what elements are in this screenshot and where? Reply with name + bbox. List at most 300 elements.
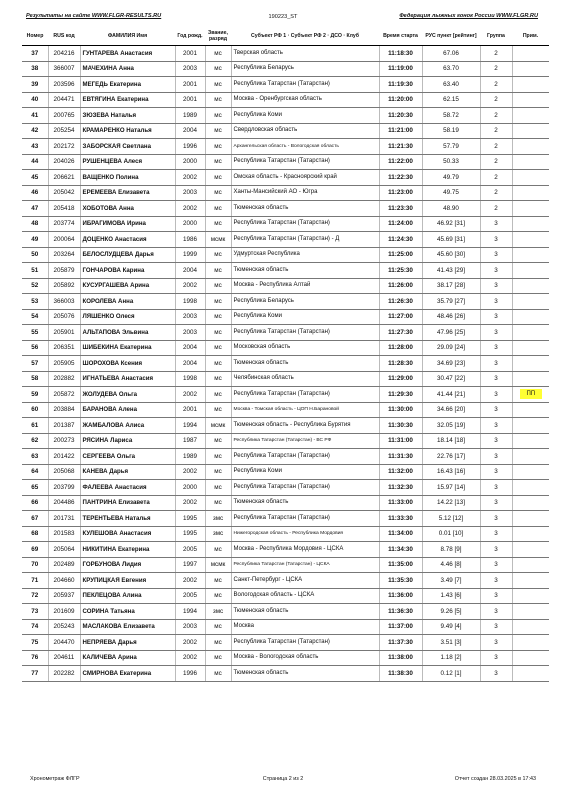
cell-number: 53 (22, 294, 48, 310)
cell-points: 0.01 [10] (422, 526, 480, 542)
cell-rus-code: 205872 (48, 387, 80, 403)
cell-rus-code: 205892 (48, 278, 80, 294)
cell-group: 3 (480, 573, 512, 589)
cell-points: 48.46 [26] (422, 309, 480, 325)
cell-start-time: 11:25:00 (379, 247, 422, 263)
cell-start-time: 11:27:30 (379, 325, 422, 341)
cell-number: 61 (22, 418, 48, 434)
cell-rus-code: 205879 (48, 263, 80, 279)
footer-page-number: Страница 2 из 2 (262, 776, 304, 782)
col-header-start-time: Время старта (379, 26, 422, 46)
cell-start-time: 11:28:30 (379, 356, 422, 372)
cell-birth-year: 2001 (175, 402, 205, 418)
cell-group: 3 (480, 511, 512, 527)
cell-rank: мс (205, 464, 231, 480)
cell-athlete-name: ЗАБОРСКАЯ Светлана (80, 139, 175, 155)
cell-rank: мсмк (205, 557, 231, 573)
table-row (22, 542, 549, 558)
cell-points: 15.97 [14] (422, 480, 480, 496)
cell-start-time: 11:22:30 (379, 170, 422, 186)
cell-region: Республика Татарстан (Татарстан) (231, 480, 379, 496)
cell-rus-code: 201609 (48, 604, 80, 620)
col-header-group: Группа (480, 26, 512, 46)
cell-note (512, 495, 549, 511)
cell-athlete-name: ГОНЧАРОВА Карина (80, 263, 175, 279)
cell-athlete-name: ХОБОТОВА Анна (80, 201, 175, 217)
cell-start-time: 11:37:30 (379, 635, 422, 651)
cell-note (512, 309, 549, 325)
cell-group: 3 (480, 635, 512, 651)
cell-points: 3.51 [3] (422, 635, 480, 651)
cell-rank: мс (205, 92, 231, 108)
cell-note (512, 635, 549, 651)
table-row (22, 666, 549, 682)
cell-birth-year: 2002 (175, 201, 205, 217)
cell-athlete-name: ГОРБУНОВА Лидия (80, 557, 175, 573)
cell-rus-code: 366007 (48, 61, 80, 77)
cell-birth-year: 2003 (175, 185, 205, 201)
cell-birth-year: 1994 (175, 604, 205, 620)
start-list-table (22, 26, 549, 682)
cell-birth-year: 2002 (175, 387, 205, 403)
cell-number: 40 (22, 92, 48, 108)
cell-athlete-name: ИГНАТЬЕВА Анастасия (80, 371, 175, 387)
cell-group: 2 (480, 154, 512, 170)
cell-birth-year: 2004 (175, 263, 205, 279)
table-row (22, 526, 549, 542)
cell-rank: мс (205, 77, 231, 93)
cell-rank: мс (205, 46, 231, 62)
cell-points: 30.47 [22] (422, 371, 480, 387)
cell-rus-code: 204026 (48, 154, 80, 170)
cell-rank: мс (205, 247, 231, 263)
cell-rus-code: 366003 (48, 294, 80, 310)
cell-number: 56 (22, 340, 48, 356)
cell-group: 3 (480, 619, 512, 635)
cell-birth-year: 1994 (175, 418, 205, 434)
cell-rank: мс (205, 263, 231, 279)
cell-birth-year: 2002 (175, 573, 205, 589)
cell-points: 35.79 [27] (422, 294, 480, 310)
cell-points: 3.49 [7] (422, 573, 480, 589)
cell-note (512, 46, 549, 62)
cell-number: 76 (22, 650, 48, 666)
cell-start-time: 11:34:30 (379, 542, 422, 558)
table-row (22, 573, 549, 589)
cell-rus-code: 203799 (48, 480, 80, 496)
cell-athlete-name: НЕПРЯЕВА Дарья (80, 635, 175, 651)
cell-group: 3 (480, 309, 512, 325)
cell-group: 3 (480, 418, 512, 434)
cell-note (512, 123, 549, 139)
cell-number: 72 (22, 588, 48, 604)
cell-athlete-name: КРАМАРЕНКО Наталья (80, 123, 175, 139)
cell-region: Тюменская область (231, 201, 379, 217)
cell-region: Нижегородская область - Республика Мордовия (231, 526, 379, 542)
cell-athlete-name: СМИРНОВА Екатерина (80, 666, 175, 682)
table-row (22, 247, 549, 263)
cell-group: 3 (480, 604, 512, 620)
cell-group: 2 (480, 139, 512, 155)
cell-note (512, 433, 549, 449)
event-code: 190223_ST (268, 14, 298, 20)
cell-number: 70 (22, 557, 48, 573)
cell-rus-code: 201422 (48, 449, 80, 465)
cell-athlete-name: ЖОЛУДЕВА Ольга (80, 387, 175, 403)
cell-athlete-name: ШИБЕКИНА Екатерина (80, 340, 175, 356)
cell-start-time: 11:20:00 (379, 92, 422, 108)
cell-rus-code: 205254 (48, 123, 80, 139)
cell-start-time: 11:24:30 (379, 232, 422, 248)
cell-group: 3 (480, 387, 512, 403)
cell-group: 3 (480, 325, 512, 341)
cell-points: 4.46 [8] (422, 557, 480, 573)
cell-rus-code: 202172 (48, 139, 80, 155)
cell-athlete-name: ЕВТЯГИНА Екатерина (80, 92, 175, 108)
cell-number: 46 (22, 185, 48, 201)
table-row (22, 588, 549, 604)
table-row (22, 201, 549, 217)
cell-birth-year: 2005 (175, 588, 205, 604)
cell-athlete-name: КОРОЛЕВА Анна (80, 294, 175, 310)
cell-athlete-name: АЛЬТАПОВА Эльвина (80, 325, 175, 341)
cell-athlete-name: СЕРГЕЕВА Ольга (80, 449, 175, 465)
cell-region: Свердловская область (231, 123, 379, 139)
cell-region: Омская область - Красноярский край (231, 170, 379, 186)
cell-rank: мс (205, 371, 231, 387)
cell-number: 71 (22, 573, 48, 589)
cell-note (512, 108, 549, 124)
cell-athlete-name: ЛЯШЕНКО Олеся (80, 309, 175, 325)
cell-region: Московская область (231, 340, 379, 356)
cell-points: 29.09 [24] (422, 340, 480, 356)
cell-start-time: 11:26:30 (379, 294, 422, 310)
cell-region: Санкт-Петербург - ЦСКА (231, 573, 379, 589)
col-header-note: Прим. (512, 26, 549, 46)
cell-region: Республика Беларусь (231, 61, 379, 77)
cell-note (512, 542, 549, 558)
cell-rank: мс (205, 433, 231, 449)
table-row (22, 154, 549, 170)
col-header-birth-year: Год рожд. (175, 26, 205, 46)
cell-birth-year: 2004 (175, 356, 205, 372)
cell-note (512, 464, 549, 480)
cell-points: 62.15 (422, 92, 480, 108)
note-badge: ПП (520, 389, 542, 399)
cell-points: 50.33 (422, 154, 480, 170)
cell-points: 41.44 [21] (422, 387, 480, 403)
cell-start-time: 11:35:00 (379, 557, 422, 573)
footer-timing: Хронометраж ФЛГР (30, 776, 80, 782)
cell-birth-year: 1996 (175, 666, 205, 682)
cell-start-time: 11:32:30 (379, 480, 422, 496)
cell-note (512, 387, 549, 403)
cell-points: 1.18 [2] (422, 650, 480, 666)
cell-number: 77 (22, 666, 48, 682)
cell-points: 48.90 (422, 201, 480, 217)
cell-birth-year: 2002 (175, 635, 205, 651)
cell-rank: змс (205, 511, 231, 527)
cell-note (512, 263, 549, 279)
cell-group: 2 (480, 92, 512, 108)
cell-group: 3 (480, 402, 512, 418)
cell-region: Архангельская область - Вологодская область (231, 139, 379, 155)
cell-group: 2 (480, 201, 512, 217)
cell-rus-code: 205243 (48, 619, 80, 635)
cell-start-time: 11:37:00 (379, 619, 422, 635)
cell-rank: мс (205, 309, 231, 325)
cell-note (512, 232, 549, 248)
cell-rank: мс (205, 480, 231, 496)
cell-region: Республика Татарстан (Татарстан) (231, 154, 379, 170)
cell-group: 3 (480, 526, 512, 542)
federation-site-link[interactable]: Федерация лыжных гонок России WWW.FLGR.RU (399, 13, 538, 19)
cell-birth-year: 2001 (175, 77, 205, 93)
cell-start-time: 11:36:30 (379, 604, 422, 620)
cell-rus-code: 205905 (48, 356, 80, 372)
table-row (22, 232, 549, 248)
cell-rus-code: 201731 (48, 511, 80, 527)
cell-start-time: 11:21:00 (379, 123, 422, 139)
cell-note (512, 418, 549, 434)
table-row (22, 371, 549, 387)
cell-number: 37 (22, 46, 48, 62)
cell-rus-code: 205937 (48, 588, 80, 604)
cell-athlete-name: КУСУРГАШЕВА Арина (80, 278, 175, 294)
cell-points: 63.70 (422, 61, 480, 77)
cell-points: 49.79 (422, 170, 480, 186)
cell-number: 38 (22, 61, 48, 77)
cell-athlete-name: КРУПИЦКАЯ Евгения (80, 573, 175, 589)
cell-start-time: 11:27:00 (379, 309, 422, 325)
cell-rus-code: 205901 (48, 325, 80, 341)
cell-birth-year: 1987 (175, 433, 205, 449)
cell-number: 62 (22, 433, 48, 449)
cell-athlete-name: ЕРЕМЕЕВА Елизавета (80, 185, 175, 201)
cell-start-time: 11:29:00 (379, 371, 422, 387)
cell-number: 49 (22, 232, 48, 248)
cell-note (512, 216, 549, 232)
cell-note (512, 325, 549, 341)
cell-group: 3 (480, 650, 512, 666)
cell-rus-code: 204611 (48, 650, 80, 666)
cell-note (512, 604, 549, 620)
cell-birth-year: 2003 (175, 309, 205, 325)
table-row (22, 123, 549, 139)
cell-start-time: 11:33:30 (379, 511, 422, 527)
table-header-row (22, 26, 549, 46)
cell-rank: мс (205, 154, 231, 170)
cell-region: Ханты-Мансийский АО - Югра (231, 185, 379, 201)
cell-note (512, 77, 549, 93)
cell-number: 64 (22, 464, 48, 480)
table-row (22, 402, 549, 418)
cell-region: Республика Татарстан (Татарстан) (231, 511, 379, 527)
cell-start-time: 11:21:30 (379, 139, 422, 155)
cell-birth-year: 2001 (175, 46, 205, 62)
cell-athlete-name: МЕГЕДЬ Екатерина (80, 77, 175, 93)
cell-number: 60 (22, 402, 48, 418)
cell-region: Республика Коми (231, 108, 379, 124)
col-header-rank: Звание, разряд (205, 26, 231, 46)
cell-region: Москва - Вологодская область (231, 650, 379, 666)
cell-note (512, 573, 549, 589)
cell-rank: мс (205, 588, 231, 604)
cell-birth-year: 2005 (175, 542, 205, 558)
table-row (22, 619, 549, 635)
cell-rank: мс (205, 325, 231, 341)
cell-rus-code: 200765 (48, 108, 80, 124)
cell-athlete-name: СОРИНА Татьяна (80, 604, 175, 620)
cell-athlete-name: КУЛЕШОВА Анастасия (80, 526, 175, 542)
cell-group: 3 (480, 557, 512, 573)
cell-start-time: 11:23:30 (379, 201, 422, 217)
cell-points: 32.05 [19] (422, 418, 480, 434)
cell-number: 52 (22, 278, 48, 294)
cell-rank: мс (205, 185, 231, 201)
cell-rank: мс (205, 201, 231, 217)
cell-group: 3 (480, 449, 512, 465)
cell-rank: мс (205, 294, 231, 310)
cell-athlete-name: ФАЛЕЕВА Анастасия (80, 480, 175, 496)
table-row (22, 216, 549, 232)
cell-rus-code: 203774 (48, 216, 80, 232)
cell-group: 3 (480, 495, 512, 511)
cell-note (512, 650, 549, 666)
cell-group: 3 (480, 371, 512, 387)
table-row (22, 495, 549, 511)
results-site-link[interactable]: Результаты на сайте WWW.FLGR-RESULTS.RU (26, 13, 162, 19)
table-row (22, 480, 549, 496)
cell-rank: мс (205, 61, 231, 77)
cell-region: Республика Татарстан (Татарстан) (231, 216, 379, 232)
cell-group: 2 (480, 61, 512, 77)
cell-number: 45 (22, 170, 48, 186)
cell-region: Республика Беларусь (231, 294, 379, 310)
cell-note (512, 92, 549, 108)
cell-note (512, 666, 549, 682)
cell-number: 48 (22, 216, 48, 232)
cell-points: 67.06 (422, 46, 480, 62)
cell-points: 47.96 [25] (422, 325, 480, 341)
cell-rus-code: 202282 (48, 666, 80, 682)
cell-start-time: 11:30:00 (379, 402, 422, 418)
cell-birth-year: 2002 (175, 495, 205, 511)
table-row (22, 464, 549, 480)
cell-rank: мсмк (205, 232, 231, 248)
cell-note (512, 588, 549, 604)
col-header-number: Номер (22, 26, 48, 46)
cell-number: 75 (22, 635, 48, 651)
table-row (22, 170, 549, 186)
col-header-region: Субъект РФ 1 · Субъект РФ 2 · ДСО · Клуб (231, 26, 379, 46)
cell-athlete-name: ЖАМБАЛОВА Алиса (80, 418, 175, 434)
table-row (22, 557, 549, 573)
cell-number: 66 (22, 495, 48, 511)
cell-number: 68 (22, 526, 48, 542)
cell-start-time: 11:28:00 (379, 340, 422, 356)
cell-number: 74 (22, 619, 48, 635)
cell-start-time: 11:18:30 (379, 46, 422, 62)
cell-region: Республика Татарстан (Татарстан) - ВС РФ (231, 433, 379, 449)
cell-region: Москва - Республика Мордовия - ЦСКА (231, 542, 379, 558)
cell-number: 51 (22, 263, 48, 279)
cell-points: 18.14 [18] (422, 433, 480, 449)
cell-rus-code: 206351 (48, 340, 80, 356)
cell-athlete-name: ШОРОХОВА Ксения (80, 356, 175, 372)
cell-number: 54 (22, 309, 48, 325)
cell-region: Тюменская область (231, 604, 379, 620)
cell-rank: мс (205, 216, 231, 232)
col-header-name: ФАМИЛИЯ Имя (80, 26, 175, 46)
col-header-rus-code: RUS код (48, 26, 80, 46)
cell-athlete-name: КАЛИЧЕВА Арина (80, 650, 175, 666)
cell-points: 9.26 [5] (422, 604, 480, 620)
cell-rus-code: 205064 (48, 542, 80, 558)
cell-note (512, 154, 549, 170)
cell-start-time: 11:38:00 (379, 650, 422, 666)
cell-athlete-name: РУШЕНЦЕВА Алеся (80, 154, 175, 170)
cell-note (512, 619, 549, 635)
cell-birth-year: 1989 (175, 449, 205, 465)
cell-points: 58.72 (422, 108, 480, 124)
cell-points: 49.75 (422, 185, 480, 201)
cell-note (512, 247, 549, 263)
cell-points: 14.22 [13] (422, 495, 480, 511)
cell-rank: мс (205, 278, 231, 294)
col-header-points: РУС пункт [рейтинг] (422, 26, 480, 46)
table-row (22, 278, 549, 294)
cell-start-time: 11:32:00 (379, 464, 422, 480)
cell-birth-year: 2003 (175, 325, 205, 341)
cell-rank: мс (205, 650, 231, 666)
cell-region: Республика Татарстан (Татарстан) (231, 77, 379, 93)
cell-rus-code: 204216 (48, 46, 80, 62)
cell-number: 57 (22, 356, 48, 372)
cell-points: 34.69 [23] (422, 356, 480, 372)
cell-athlete-name: ТЕРЕНТЬЕВА Наталья (80, 511, 175, 527)
cell-rus-code: 205076 (48, 309, 80, 325)
cell-athlete-name: БЕЛОСЛУДЦЕВА Дарья (80, 247, 175, 263)
cell-rank: мс (205, 619, 231, 635)
cell-birth-year: 2004 (175, 123, 205, 139)
cell-birth-year: 1998 (175, 294, 205, 310)
cell-region: Республика Коми (231, 309, 379, 325)
cell-athlete-name: МАЧЕХИНА Анна (80, 61, 175, 77)
cell-start-time: 11:31:00 (379, 433, 422, 449)
cell-birth-year: 2003 (175, 61, 205, 77)
cell-athlete-name: БАРАНОВА Алена (80, 402, 175, 418)
cell-birth-year: 1995 (175, 526, 205, 542)
cell-group: 3 (480, 216, 512, 232)
cell-group: 2 (480, 123, 512, 139)
cell-points: 0.12 [1] (422, 666, 480, 682)
cell-number: 55 (22, 325, 48, 341)
cell-points: 58.19 (422, 123, 480, 139)
table-row (22, 108, 549, 124)
cell-rus-code: 203264 (48, 247, 80, 263)
cell-group: 3 (480, 340, 512, 356)
cell-birth-year: 2000 (175, 480, 205, 496)
cell-start-time: 11:34:00 (379, 526, 422, 542)
cell-rus-code: 206621 (48, 170, 80, 186)
cell-group: 3 (480, 464, 512, 480)
cell-athlete-name: ЗЮЗЕВА Наталья (80, 108, 175, 124)
cell-region: Республика Татарстан (Татарстан) (231, 449, 379, 465)
cell-rank: мс (205, 340, 231, 356)
cell-start-time: 11:38:30 (379, 666, 422, 682)
cell-note (512, 526, 549, 542)
